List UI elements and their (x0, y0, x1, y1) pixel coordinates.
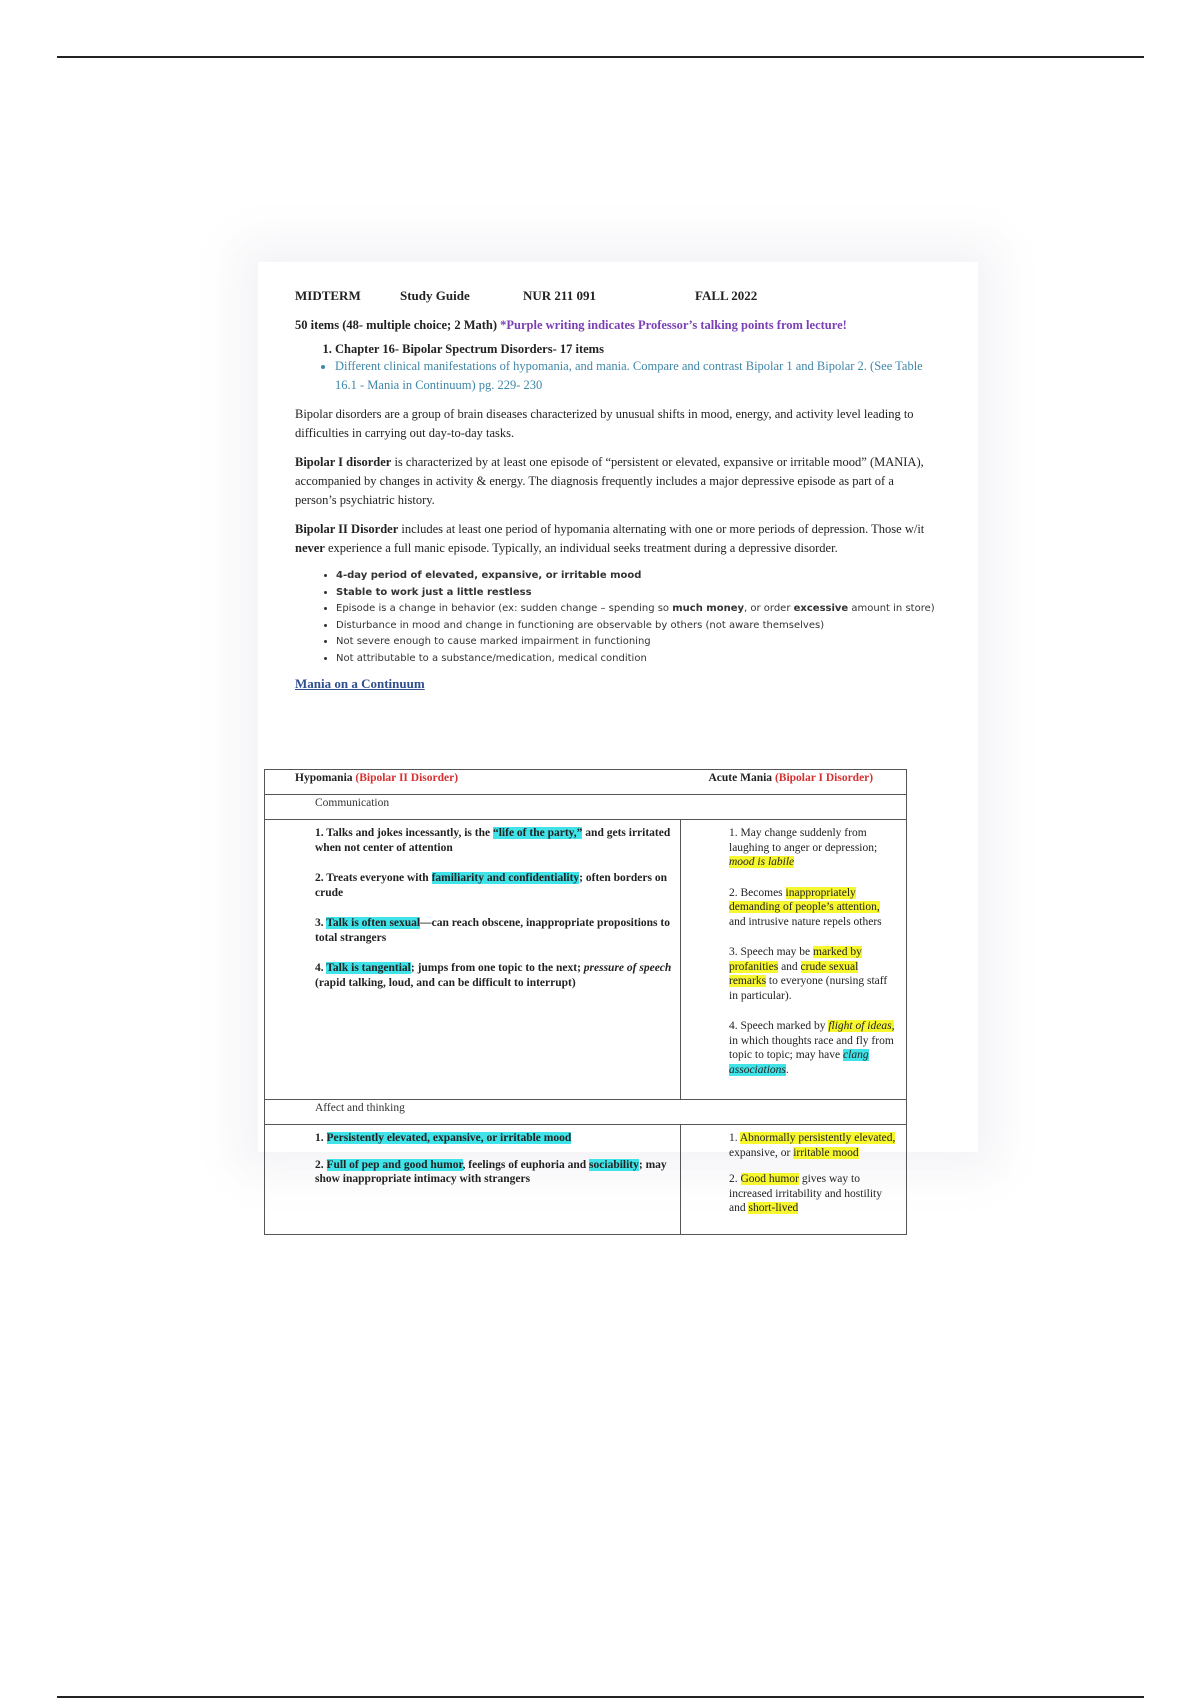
cell-highlight: marked by profanities (729, 946, 862, 973)
cell-item (729, 1172, 896, 1216)
cell-item (729, 1019, 896, 1077)
header-acute-mania-red: (Bipolar I Disorder) (774, 772, 874, 784)
cell-text: 1. May change suddenly from laughing to anger or depression; (729, 827, 878, 854)
header-term: FALL 2022 (695, 288, 758, 303)
page-content (295, 288, 935, 692)
intro-paragraph: Bipolar disorders are a group of brain diseases characterized by unusual shifts in mood, energy, and activity level leading to difficulties in carrying out day-to-day tasks. (295, 407, 914, 440)
cell-highlight: Talk is often sexual (326, 917, 421, 929)
cell-text: 2. Treats everyone with (315, 872, 432, 884)
header-hypomania-text: Hypomania (295, 772, 356, 784)
criteria-text: Stable to work just a little restless (336, 586, 532, 598)
criteria-item (336, 618, 935, 635)
cell-text: 3. (315, 917, 327, 929)
bipolar2-text1: includes at least one period of hypomania alternating with one or more periods of depression. Those w/it (398, 522, 925, 536)
mania-affect-cell (681, 1125, 907, 1235)
cell-text: and gets irritated when not center of attention (315, 827, 671, 854)
cell-highlight: flight of ideas, (828, 1020, 895, 1032)
header-acute-mania (681, 770, 907, 795)
cell-item (729, 886, 896, 930)
cell-highlight: Full of pep and good humor (326, 1158, 463, 1171)
header-exam: MIDTERM (295, 288, 361, 303)
bipolar2-text2: experience a full manic episode. Typically, an individual seeks treatment during a depressive disorder. (324, 541, 838, 555)
chapter-bullets (295, 357, 935, 395)
hypomania-affect-cell (265, 1125, 681, 1235)
criteria-item (336, 585, 935, 602)
cell-text: in which thoughts race and fly from topic to topic; may have (729, 1034, 894, 1061)
header-hypomania (265, 770, 681, 795)
top-rule (57, 56, 1144, 58)
cell-item (729, 945, 896, 1003)
cell-highlight: irritable mood (793, 1146, 859, 1159)
criteria-list (295, 568, 935, 667)
bipolar1-text: is characterized by at least one episode of “persistent or elevated, expansive or irritable mood” (MANIA), accompanied by changes in activity & energy. The diagnosis frequently includes a major depressive episode as part of a person’s psychiatric history. (295, 455, 924, 507)
chapter-bullet (335, 357, 935, 395)
bipolar2-term: Bipolar II Disorder (295, 522, 399, 536)
cell-text: 4. (315, 962, 327, 974)
mania-communication-cell (681, 820, 907, 1100)
cell-item (729, 826, 896, 870)
cell-highlight: clang associations (729, 1049, 869, 1076)
bipolar2-never: never (295, 541, 325, 555)
cell-highlight: crude sexual remarks (729, 960, 859, 987)
mania-continuum-heading: Mania on a Continuum (295, 676, 425, 691)
bottom-rule (57, 1696, 1144, 1698)
criteria-text: amount in store) (848, 603, 935, 614)
chapter-bullet-text: Different clinical manifestations of hypomania, and mania. Compare and contrast Bipolar 1 and Bipolar 2. (See Table 16.1 - Mania in Continuum) pg. 229- 230 (335, 359, 923, 392)
criteria-text: Disturbance in mood and change in functioning are observable by others (not aware themselves) (336, 619, 825, 631)
criteria-bold: much money (672, 603, 745, 614)
items-line (295, 317, 935, 334)
header-course: NUR 211 091 (523, 288, 596, 303)
section-row (265, 795, 907, 820)
cell-text: 3. Speech may be (729, 946, 813, 958)
cell-text: 2. (315, 1158, 327, 1171)
document-page (258, 262, 978, 1214)
items-count: 50 items (48- multiple choice; 2 Math) (295, 318, 498, 332)
table-row (265, 820, 907, 1100)
hypomania-communication-cell (265, 820, 681, 1100)
cell-italic: pressure of speech (583, 962, 672, 974)
cell-text: 1. (315, 1132, 327, 1144)
table-header-row (265, 770, 907, 795)
cell-text: and (778, 960, 801, 973)
criteria-text: Episode is a change in behavior (ex: sudden change – spending so (336, 603, 673, 614)
criteria-item (336, 568, 935, 585)
cell-text: to everyone (nursing staff in particular). (729, 975, 888, 1002)
section-row (265, 1100, 907, 1125)
cell-text: 2. (729, 1173, 741, 1185)
purple-note: *Purple writing indicates Professor’s talking points from lecture! (500, 318, 847, 332)
cell-text: ; jumps from one topic to the next; (410, 962, 584, 974)
cell-text: expansive, or (729, 1146, 794, 1159)
cell-item (315, 961, 672, 990)
chapter-title-text: Chapter 16- Bipolar Spectrum Disorders- 17 items (335, 342, 604, 356)
cell-text: , feelings of euphoria and (462, 1158, 590, 1171)
bipolar2-paragraph (295, 520, 935, 558)
cell-text: (rapid talking, loud, and can be difficult to interrupt) (315, 976, 576, 989)
chapter-title (335, 342, 935, 357)
header-guide: Study Guide (400, 288, 470, 303)
cell-text: . (785, 1063, 789, 1076)
cell-text: 2. Becomes (729, 886, 786, 899)
section-communication: Communication (265, 795, 907, 820)
criteria-item (336, 634, 935, 651)
header-hypomania-red: (Bipolar II Disorder) (355, 772, 459, 784)
header-acute-mania-text: Acute Mania (708, 772, 775, 784)
cell-highlight: mood is labile (729, 856, 795, 868)
cell-text: —can reach obscene, inappropriate propositions to total strangers (315, 917, 670, 944)
cell-highlight: sociability (589, 1158, 639, 1171)
document-header (295, 288, 935, 308)
mania-continuum-table (264, 769, 907, 1235)
criteria-item (336, 601, 935, 618)
bipolar1-term: Bipolar I disorder (295, 455, 392, 469)
cell-item (729, 1131, 896, 1160)
cell-highlight: “life of the party,” (492, 827, 583, 839)
criteria-text: 4-day period of elevated, expansive, or irritable mood (336, 570, 642, 581)
cell-highlight: inappropriately demanding of people’s attention, (729, 886, 880, 913)
cell-item (315, 871, 672, 900)
cell-text: ; may show inappropriate intimacy with strangers (315, 1158, 667, 1185)
cell-text: ; often borders on crude (315, 872, 668, 899)
criteria-bold: excessive (793, 603, 849, 614)
cell-text: 1. Talks and jokes incessantly, is the (315, 827, 493, 839)
section-affect-thinking: Affect and thinking (265, 1100, 907, 1125)
cell-highlight: Good humor (740, 1173, 799, 1185)
cell-text: gives way to increased irritability and hostility and (729, 1173, 882, 1214)
cell-highlight: familiarity and confidentiality (431, 872, 580, 884)
cell-item (315, 1158, 672, 1187)
cell-text: 1. (729, 1132, 740, 1144)
criteria-text: , or order (744, 603, 794, 614)
table-row (265, 1125, 907, 1235)
cell-item (315, 826, 672, 855)
criteria-text: Not severe enough to cause marked impairment in functioning (336, 636, 651, 647)
cell-highlight: Abnormally persistently elevated, (739, 1132, 896, 1144)
chapter-list (295, 342, 935, 357)
criteria-item (336, 651, 935, 668)
bipolar1-paragraph (295, 453, 935, 510)
cell-highlight: short-lived (748, 1202, 799, 1214)
cell-item (315, 1131, 672, 1146)
cell-highlight: Persistently elevated, expansive, or irritable mood (326, 1132, 572, 1144)
criteria-text: Not attributable to a substance/medication, medical condition (336, 652, 647, 664)
cell-text: 4. Speech marked by (729, 1020, 829, 1032)
cell-text: and intrusive nature repels others (729, 915, 882, 928)
cell-highlight: Talk is tangential (326, 962, 411, 974)
cell-item (315, 916, 672, 945)
